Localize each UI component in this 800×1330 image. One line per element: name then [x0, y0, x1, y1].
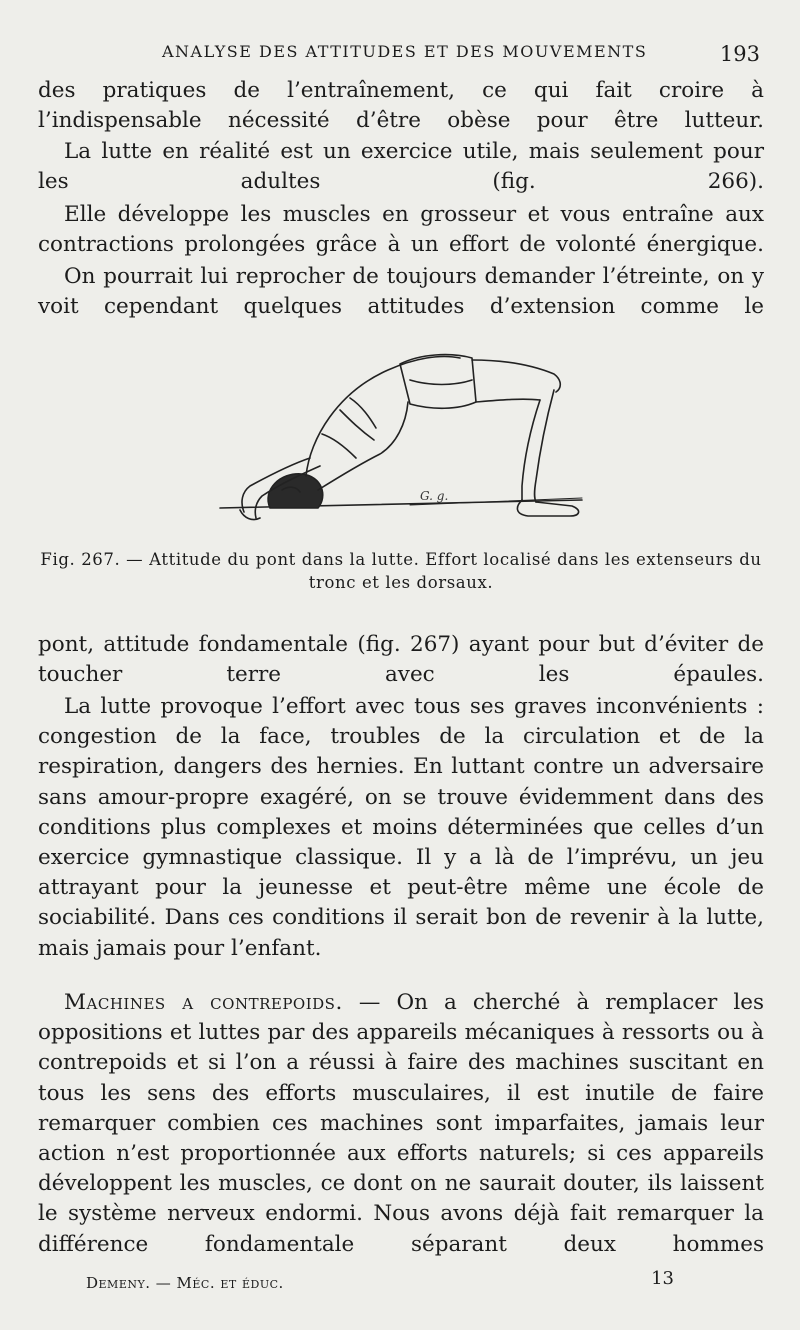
- paragraph-pont: pont, attitude fondamentale (fig. 267) ayant pour but d’éviter de toucher terre avec les épaules.: [38, 632, 764, 688]
- paragraph-continued: des pratiques de l’entraînement, ce qui fait croire à l’indispensable nécessité d’être obèse pour être lutteur.: [38, 78, 764, 134]
- paragraph-lutte-utile: La lutte en réalité est un exercice utile, mais seulement pour les adultes (fig. 266).: [38, 139, 764, 195]
- paragraph-reprocher-etreinte: On pourrait lui reprocher de toujours demander l’étreinte, on y voit cependant quelques attitudes d’extension comme le: [38, 264, 764, 320]
- paragraph-machines-contrepoids: [38, 988, 764, 1260]
- running-title: ANALYSE DES ATTITUDES ET DES MOUVEMENTS: [162, 42, 648, 61]
- signature-mark: 13: [651, 1268, 674, 1289]
- figure-caption: Fig. 267. — Attitude du pont dans la lutte. Effort localisé dans les extenseurs du tronc et les dorsaux.: [40, 550, 762, 592]
- figure-267-illustration: [210, 340, 600, 530]
- artist-signature: G. g.: [420, 489, 449, 503]
- paragraph-developpe-muscles: Elle développe les muscles en grosseur et vous entraîne aux contractions prolongées grâce à un effort de volonté énergique.: [38, 202, 764, 258]
- page-header: [38, 40, 764, 70]
- section-text: — On a cherché à remplacer les oppositions et luttes par des appareils mécaniques à ressorts ou à contrepoids et si l’on a réussi à faire des machines suscitant en tous les sens des efforts musculaires, il est inutile de faire remarquer combien ces machines sont imparfaites, jamais leur action n’est proportionnée aux efforts naturels; si ces appareils développent les muscles, ce dont on ne saurait douter, ils laissent le système nerveux endormi. Nous avons déjà fait remarquer la différence fondamentale séparant deux hommes: [38, 990, 764, 1257]
- footer-author-title: Demeny. — Méc. et éduc.: [86, 1274, 284, 1292]
- section-heading: Machines a contrepoids.: [64, 990, 343, 1015]
- wrestler-bridge-drawing: [210, 340, 600, 530]
- page-number: 193: [719, 42, 760, 66]
- page-footer: [38, 1268, 764, 1296]
- paragraph-effort-inconvenients: La lutte provoque l’effort avec tous ses graves inconvénients : congestion de la face, troubles de la circulation et de la respiration, dangers des hernies. En luttant contre un adversaire sans amour-propre exagéré, on se trouve évidemment dans des conditions plus complexes et moins déterminées que celles d’un exercice gymnastique classique. Il y a là de l’imprévu, un jeu attrayant pour la jeunesse et peut-être même une école de sociabilité. Dans ces conditions il serait bon de revenir à la lutte, mais jamais pour l’enfant.: [38, 694, 764, 961]
